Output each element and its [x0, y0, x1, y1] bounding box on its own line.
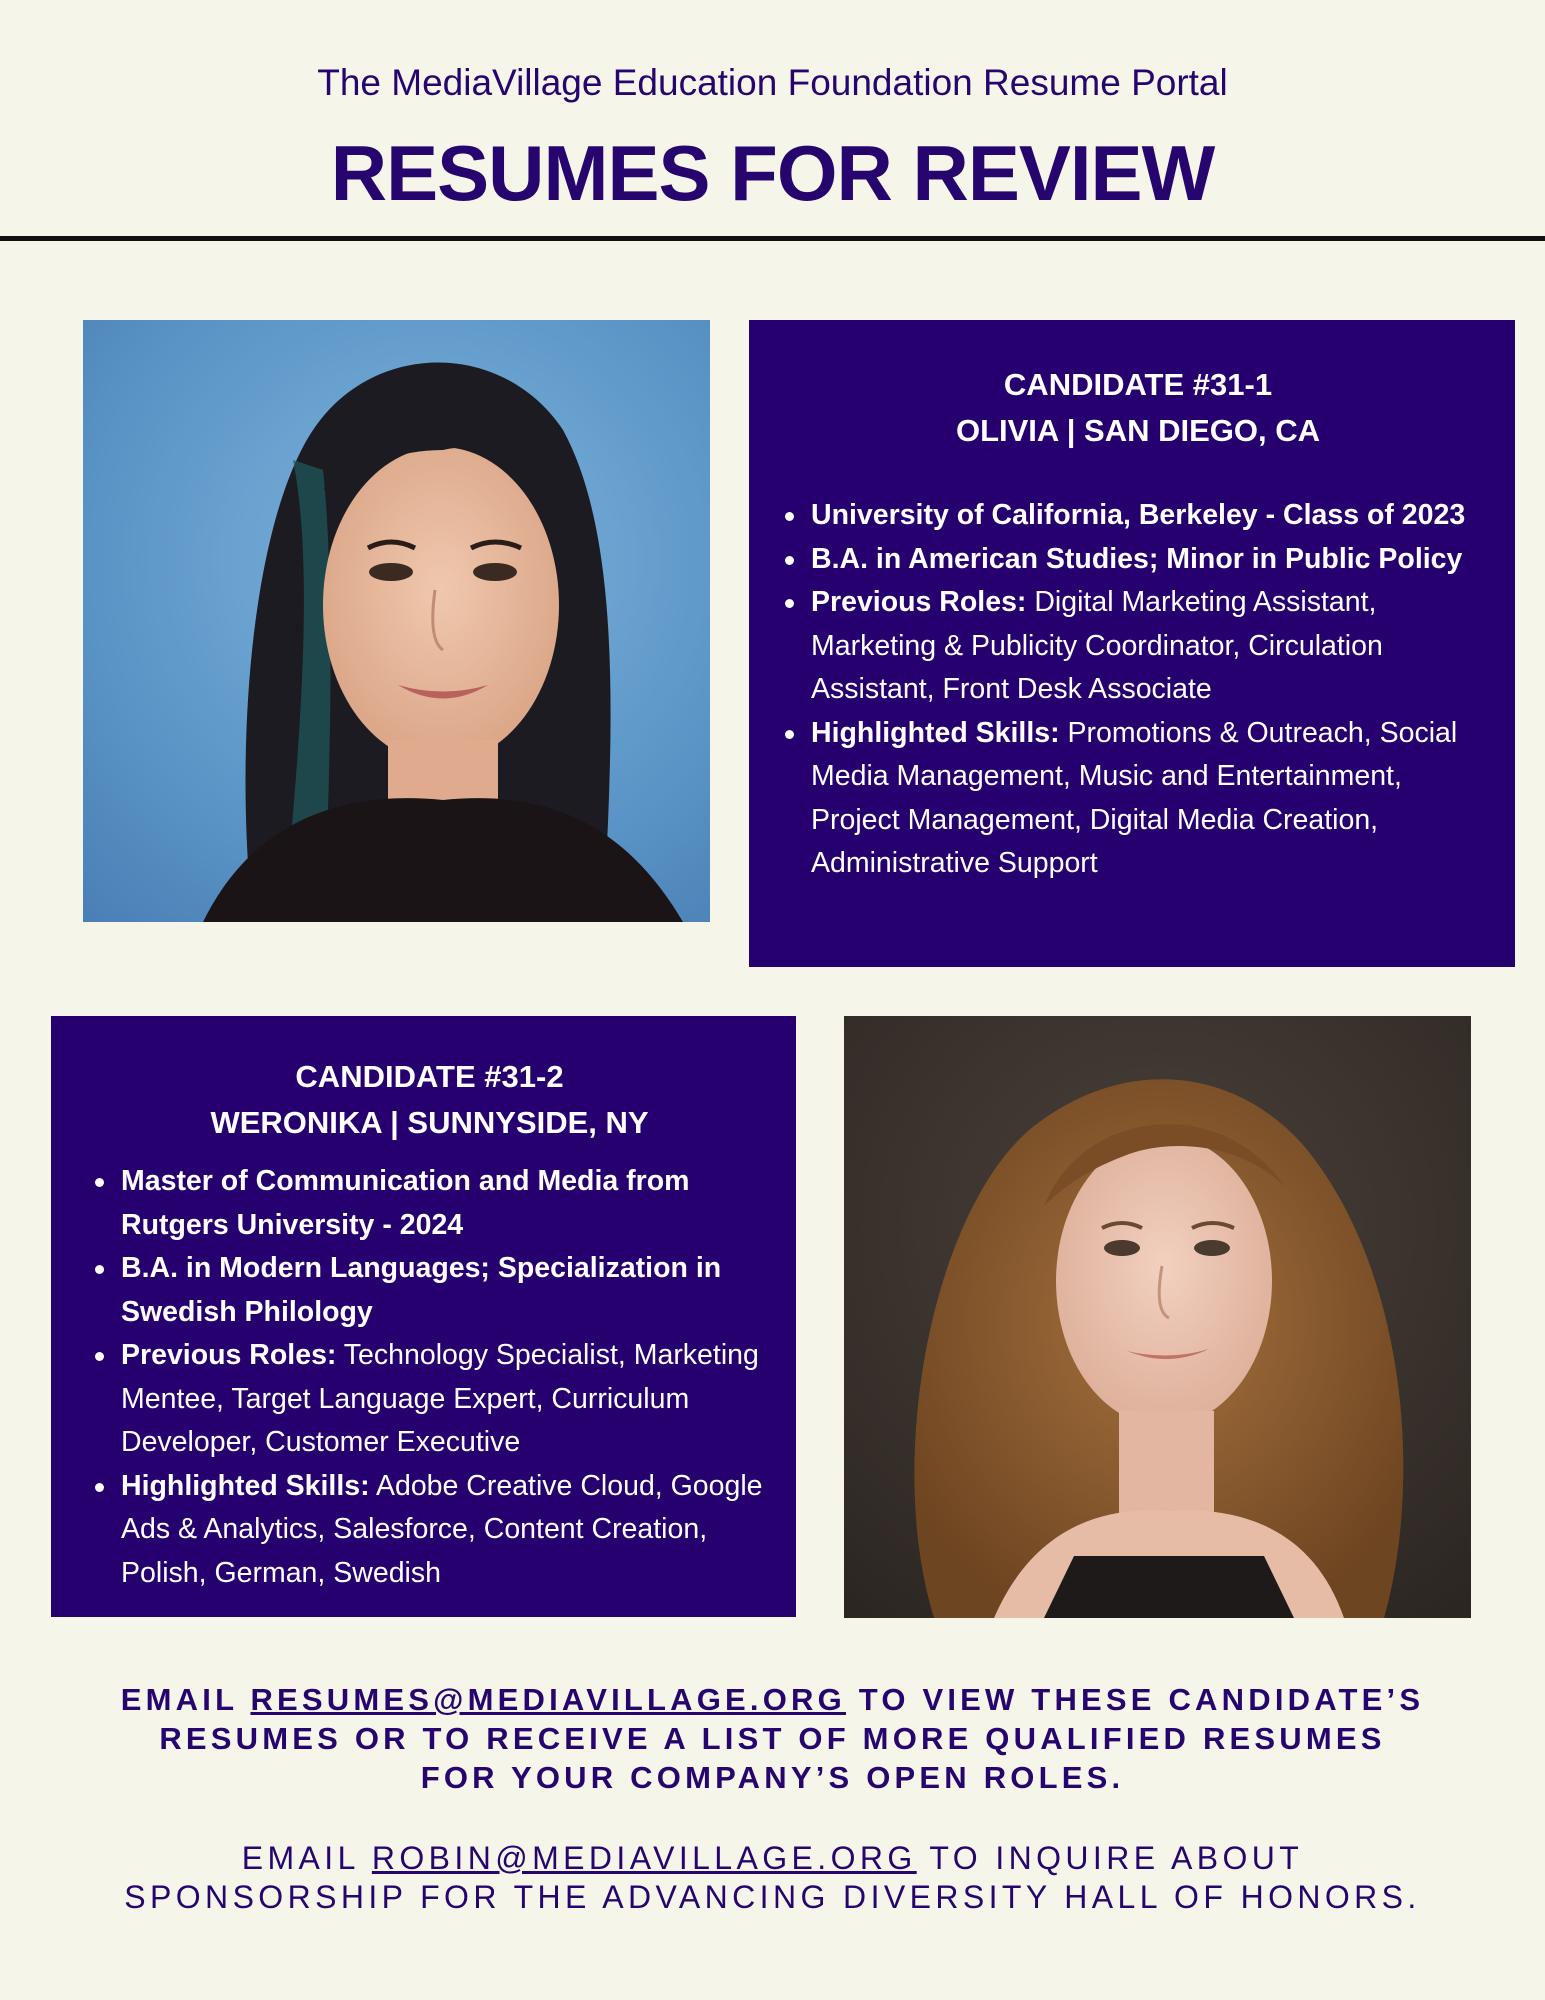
sponsor-line1-prefix: EMAIL — [241, 1840, 372, 1876]
candidate-2-name-location: WERONIKA | SUNNYSIDE, NY — [210, 1105, 649, 1140]
candidate-1-card — [749, 320, 1515, 967]
candidate-2-details — [91, 1160, 768, 1595]
sponsor-line2: SPONSORSHIP FOR THE ADVANCING DIVERSITY HALL OF HONORS. — [124, 1879, 1421, 1915]
resumes-email-link[interactable]: RESUMES@MEDIAVILLAGE.ORG — [250, 1682, 846, 1717]
sponsor-line1-suffix: TO INQUIRE ABOUT — [916, 1840, 1304, 1876]
list-item: Highlighted Skills: Adobe Creative Cloud, Google Ads & Analytics, Salesforce, Content Creation, Polish, German, Swedish — [91, 1465, 768, 1596]
candidate-1-photo — [83, 320, 710, 922]
cta-line1-suffix: TO VIEW THESE CANDIDATE’S — [845, 1682, 1425, 1717]
candidate-1-name-location: OLIVIA | SAN DIEGO, CA — [955, 413, 1321, 448]
cta-line2: RESUMES OR TO RECEIVE A LIST OF MORE QUALIFIED RESUMES — [159, 1721, 1386, 1756]
header-subtitle: The MediaVillage Education Foundation Resume Portal — [317, 62, 1228, 103]
list-item: University of California, Berkeley - Class of 2023 — [781, 494, 1495, 538]
candidate-1-id: CANDIDATE #31-1 — [1003, 367, 1273, 402]
header-divider — [0, 236, 1545, 241]
list-item: Previous Roles: Technology Specialist, Marketing Mentee, Target Language Expert, Curriculum Developer, Customer Executive — [91, 1334, 768, 1465]
candidate-2-photo — [844, 1016, 1471, 1618]
list-item: B.A. in American Studies; Minor in Public Policy — [781, 538, 1495, 582]
page-title: RESUMES FOR REVIEW — [330, 129, 1215, 217]
candidate-2-card — [51, 1016, 796, 1617]
list-item: Highlighted Skills: Promotions & Outreach, Social Media Management, Music and Entertainment, Project Management, Digital Media Creation, Administrative Support — [781, 712, 1495, 886]
list-item: B.A. in Modern Languages; Specialization in Swedish Philology — [91, 1247, 768, 1334]
candidate-2-id: CANDIDATE #31-2 — [295, 1059, 564, 1094]
sponsorship-callout — [0, 1839, 1545, 1917]
candidate-1-details — [781, 494, 1495, 886]
resume-request-callout — [0, 1680, 1545, 1797]
robin-email-link[interactable]: ROBIN@MEDIAVILLAGE.ORG — [371, 1840, 917, 1876]
list-item: Master of Communication and Media from Rutgers University - 2024 — [91, 1160, 768, 1247]
cta-line1-prefix: EMAIL — [120, 1682, 251, 1717]
list-item: Previous Roles: Digital Marketing Assistant, Marketing & Publicity Coordinator, Circulation Assistant, Front Desk Associate — [781, 581, 1495, 712]
cta-line3: FOR YOUR COMPANY’S OPEN ROLES. — [420, 1760, 1125, 1795]
